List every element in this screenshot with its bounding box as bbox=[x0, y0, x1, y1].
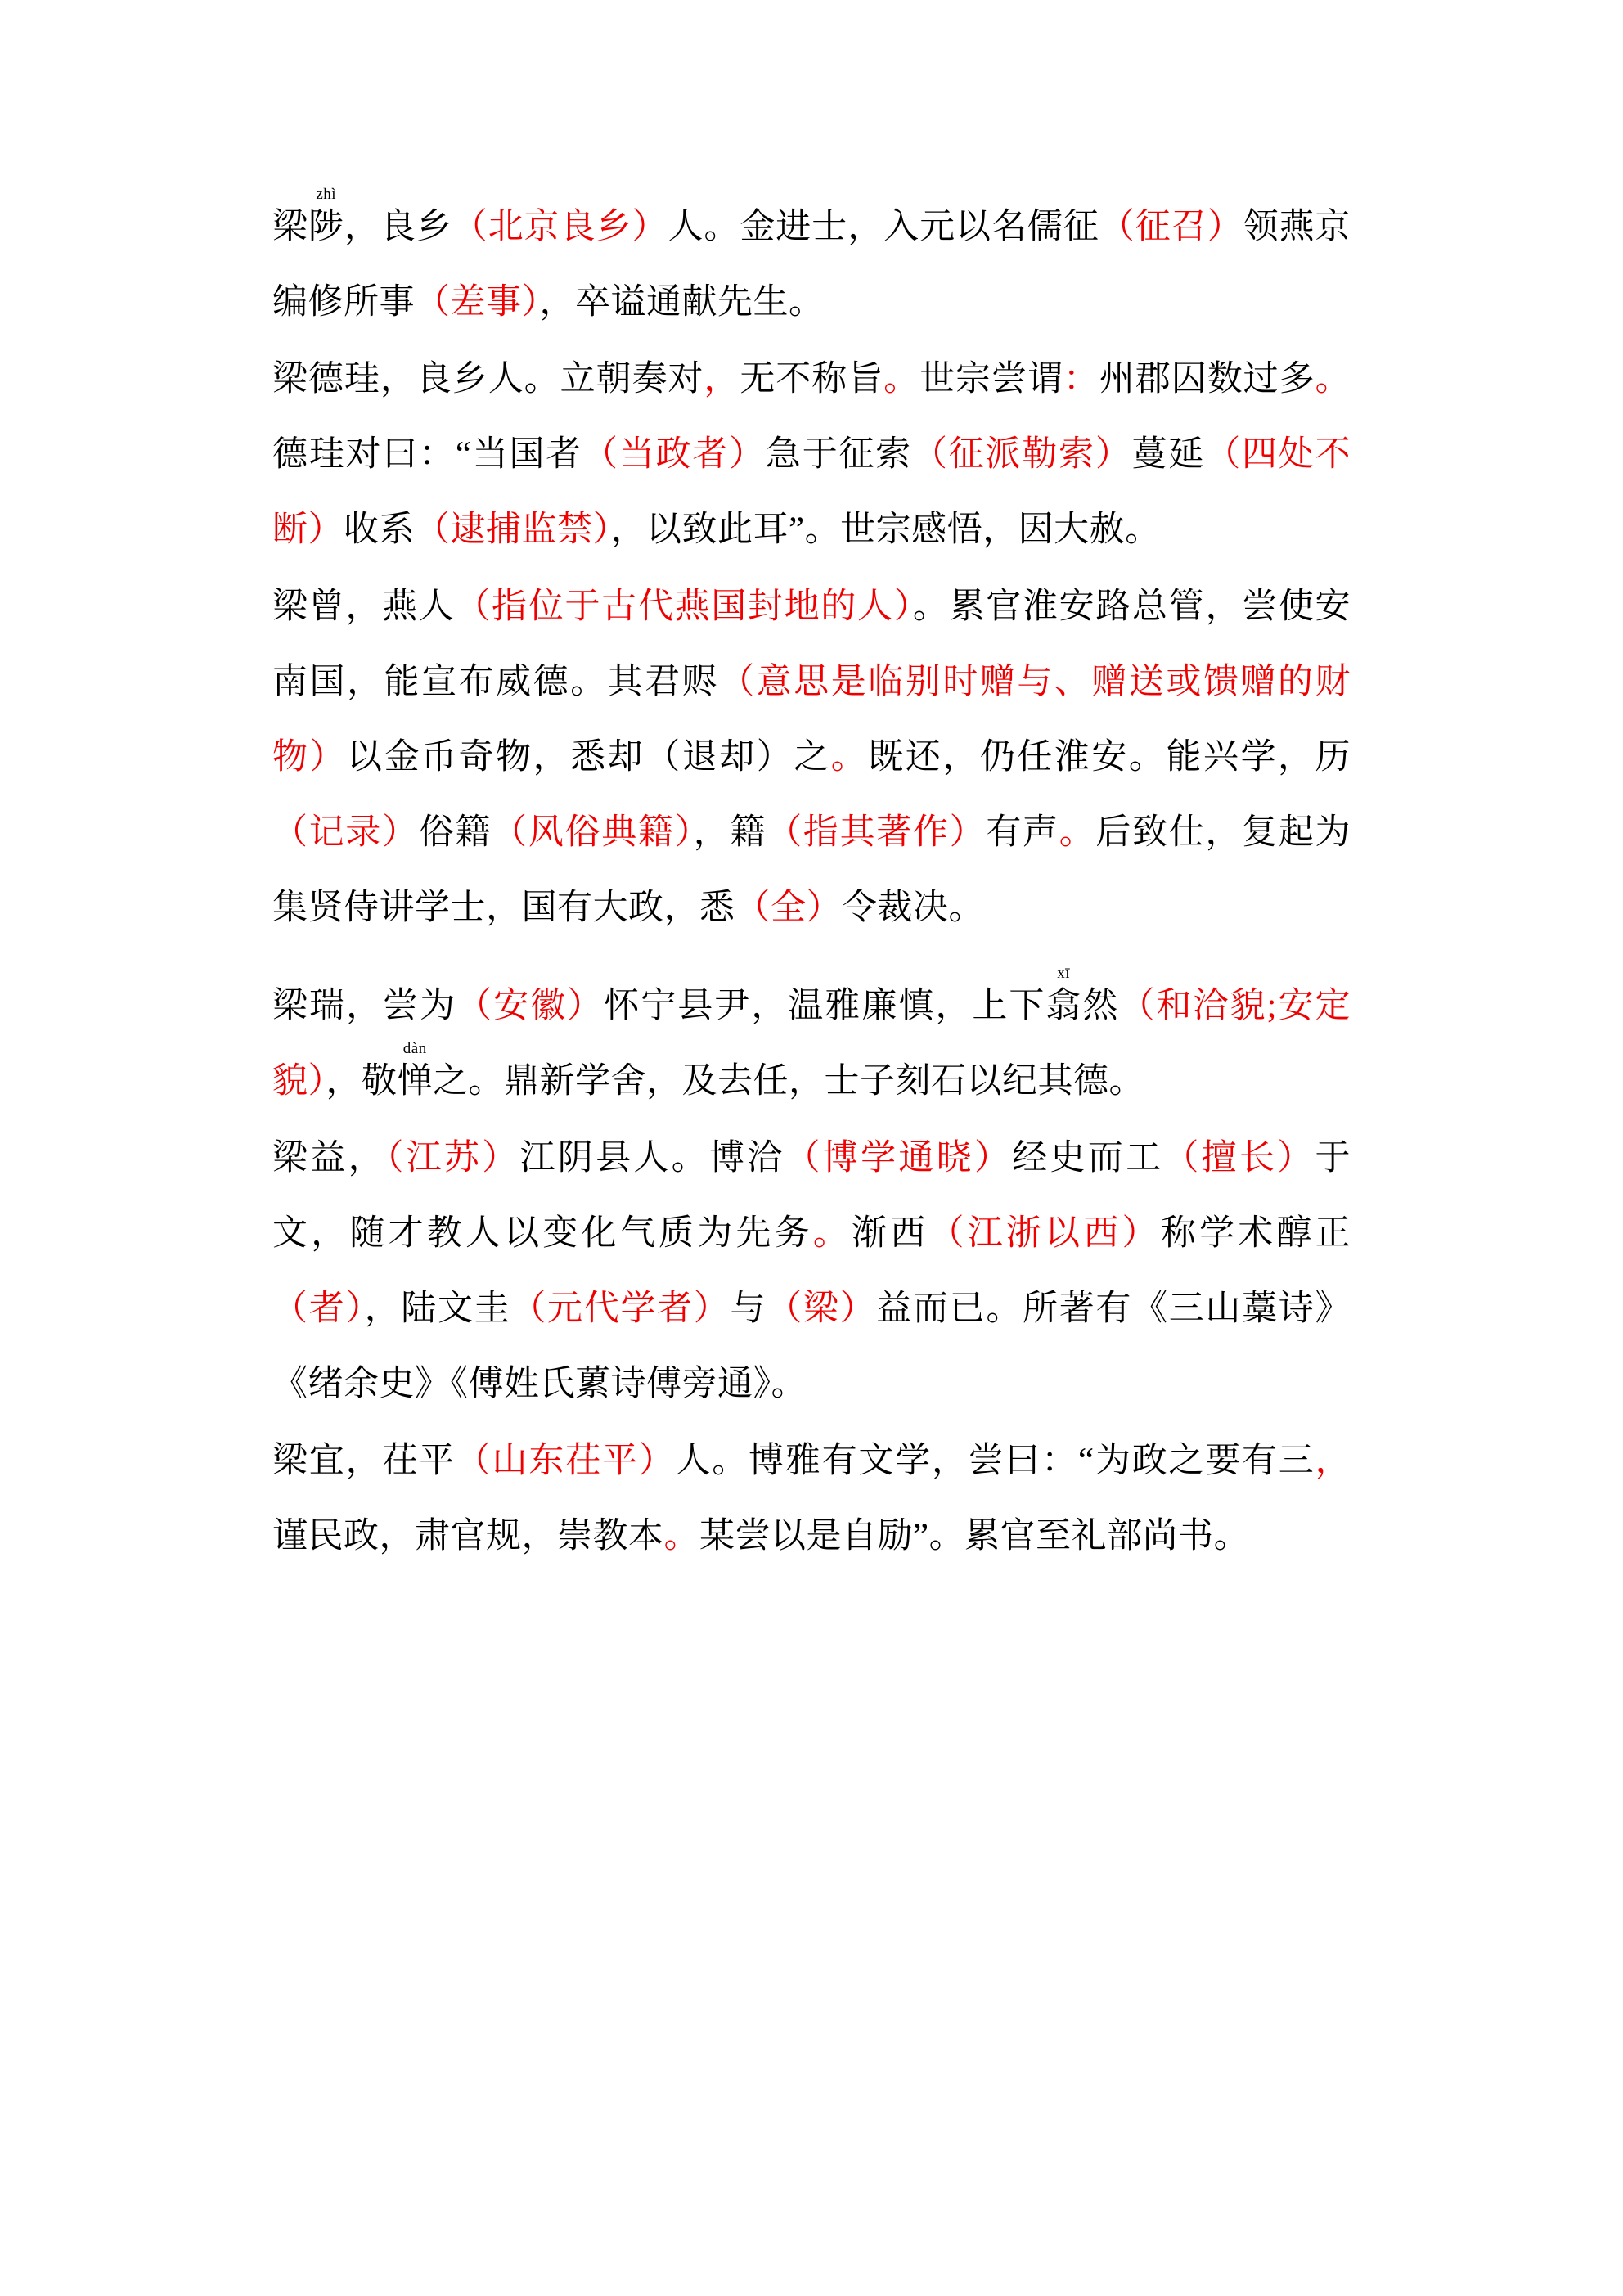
document-body bbox=[272, 186, 1351, 1574]
body-text-run: 谨民政，肃官规，崇教本 bbox=[272, 1517, 664, 1555]
body-text-run: 。累官淮安路总管，尝使安南国，能宣布威德。其君赆 bbox=[272, 588, 1351, 701]
gloss-annotation: （博学通晓） bbox=[785, 1139, 1013, 1177]
body-text-run: 之。鼎新学舍，及去任，士子刻石以纪其德。 bbox=[433, 1062, 1144, 1101]
body-text-run: 世宗尝谓 bbox=[919, 360, 1063, 398]
gloss-annotation: （北京良乡） bbox=[452, 208, 668, 246]
red-punctuation: 。 bbox=[1059, 813, 1096, 852]
red-punctuation: 。 bbox=[812, 1214, 852, 1253]
ruby-base-character: 翕 bbox=[1045, 987, 1081, 1025]
gloss-annotation: （安徽） bbox=[456, 987, 605, 1025]
ruby-base-character: 惮 bbox=[397, 1062, 433, 1101]
body-text-run: 益而已。所著有《三山藁诗》《绪余史》《傅姓氏蔂诗傅旁通》。 bbox=[272, 1290, 1351, 1403]
body-text-run: 梁益， bbox=[272, 1139, 386, 1177]
pinyin-annotation: xī bbox=[1057, 965, 1071, 982]
body-text-run: 州郡囚数过多 bbox=[1099, 360, 1315, 398]
ruby-annotated-character bbox=[397, 1040, 434, 1101]
body-text-run: 人。金进士，入元以名儒征 bbox=[668, 208, 1099, 246]
paragraph-liang-yi-proper bbox=[272, 1424, 1351, 1574]
body-text-run: 某尝以是自励”。累官至礼部尚书。 bbox=[699, 1517, 1250, 1555]
gloss-annotation: （指其著作） bbox=[767, 813, 987, 852]
body-text-run: 渐西 bbox=[852, 1214, 929, 1253]
body-text-run: 既还，仍任淮安。能兴学，历 bbox=[868, 738, 1351, 777]
gloss-annotation: （全） bbox=[735, 889, 842, 927]
paragraph-liang-zhi bbox=[272, 186, 1351, 340]
ruby-annotated-character bbox=[1045, 965, 1081, 1025]
body-text-run: ，良乡 bbox=[344, 208, 452, 246]
body-text-run: 急于征索 bbox=[765, 435, 913, 474]
pinyin-annotation: zhì bbox=[316, 186, 337, 203]
gloss-annotation: （擅长） bbox=[1163, 1139, 1315, 1177]
red-punctuation: 。 bbox=[1315, 360, 1351, 398]
body-text-run: 梁 bbox=[272, 208, 308, 246]
paragraph-spacer bbox=[272, 948, 1351, 969]
pinyin-annotation: dàn bbox=[402, 1040, 427, 1057]
body-text-run: ，陆文圭 bbox=[364, 1290, 511, 1328]
gloss-annotation: （梁） bbox=[767, 1290, 877, 1328]
body-text-run: 于文，随才教人以变化气质为先务 bbox=[272, 1139, 1351, 1253]
gloss-annotation: （征派勒索） bbox=[912, 435, 1132, 474]
paragraph-liang-zeng bbox=[272, 569, 1351, 946]
gloss-annotation: （指位于古代燕国封地的人） bbox=[455, 588, 913, 626]
body-text-run: 以金币奇物，悉却（退却）之 bbox=[347, 738, 831, 777]
body-text-run: 江阴县人。博洽 bbox=[519, 1139, 785, 1177]
body-text-run: 令裁决。 bbox=[842, 889, 984, 927]
body-text-run: 俗籍 bbox=[418, 813, 492, 852]
gloss-annotation: （风俗典籍） bbox=[492, 813, 694, 852]
body-text-run: 领燕京编修所事 bbox=[272, 208, 1351, 322]
gloss-annotation: （山东茌平） bbox=[455, 1442, 676, 1480]
body-text-run: ，卒谥通献先生。 bbox=[539, 283, 825, 322]
body-text-run: 有声 bbox=[986, 813, 1059, 852]
gloss-annotation: （江苏） bbox=[385, 1139, 520, 1177]
gloss-annotation: （差事） bbox=[415, 283, 540, 322]
gloss-annotation: （者） bbox=[272, 1290, 365, 1328]
gloss-annotation: （元代学者） bbox=[510, 1290, 731, 1328]
paragraph-liang-rui bbox=[272, 965, 1351, 1119]
body-text-run: 人。博雅有文学，尝曰：“为政之要有三 bbox=[675, 1442, 1315, 1480]
body-text-run: 梁瑞，尝为 bbox=[272, 987, 457, 1025]
gloss-annotation: （江浙以西） bbox=[928, 1214, 1161, 1253]
body-text-run: 称学术醇正 bbox=[1160, 1214, 1351, 1253]
body-text-run: ，籍 bbox=[693, 813, 767, 852]
body-text-run: 后致仕，复起为集贤侍讲学士，国有大政，悉 bbox=[272, 813, 1351, 927]
red-punctuation: ： bbox=[1063, 360, 1099, 398]
ruby-base-character: 陟 bbox=[308, 208, 344, 246]
ruby-annotated-character bbox=[308, 186, 344, 246]
red-punctuation: ， bbox=[1315, 1442, 1351, 1480]
body-text-run: ，以致此耳”。世宗感悟，因大赦。 bbox=[610, 511, 1161, 549]
body-text-run: 梁曾，燕人 bbox=[272, 588, 456, 626]
body-text-run: 蔓延 bbox=[1131, 435, 1206, 474]
gloss-annotation: （意思是临别时赠与、赠送或馈赠的财物） bbox=[272, 663, 1351, 777]
red-punctuation: 。 bbox=[830, 738, 869, 777]
red-punctuation: ， bbox=[704, 360, 740, 398]
gloss-annotation: （记录） bbox=[272, 813, 419, 852]
gloss-annotation: （征召） bbox=[1099, 208, 1243, 246]
gloss-annotation: （逮捕监禁） bbox=[415, 511, 611, 549]
gloss-annotation: （当政者） bbox=[582, 435, 766, 474]
body-text-run: 梁德珪，良乡人。立朝奏对 bbox=[272, 360, 704, 398]
body-text-run: 德珪对曰：“当国者 bbox=[272, 435, 583, 474]
body-text-run: ，敬 bbox=[326, 1062, 398, 1101]
gloss-annotation: （和洽貌;安定貌） bbox=[272, 987, 1351, 1101]
body-text-run: 然 bbox=[1081, 987, 1120, 1025]
gloss-annotation: （四处不断） bbox=[272, 435, 1351, 549]
red-punctuation: 。 bbox=[883, 360, 920, 398]
body-text-run: 收系 bbox=[344, 511, 415, 549]
body-text-run: 怀宁县尹，温雅廉慎，上下 bbox=[604, 987, 1046, 1025]
red-punctuation: 。 bbox=[663, 1517, 699, 1555]
body-text-run: 与 bbox=[730, 1290, 767, 1328]
body-text-run: 经史而工 bbox=[1012, 1139, 1164, 1177]
body-text-run: 无不称旨 bbox=[740, 360, 884, 398]
body-text-run: 梁宜，茌平 bbox=[272, 1442, 456, 1480]
paragraph-liang-degui bbox=[272, 342, 1351, 568]
paragraph-liang-yi-benefit bbox=[272, 1121, 1351, 1422]
